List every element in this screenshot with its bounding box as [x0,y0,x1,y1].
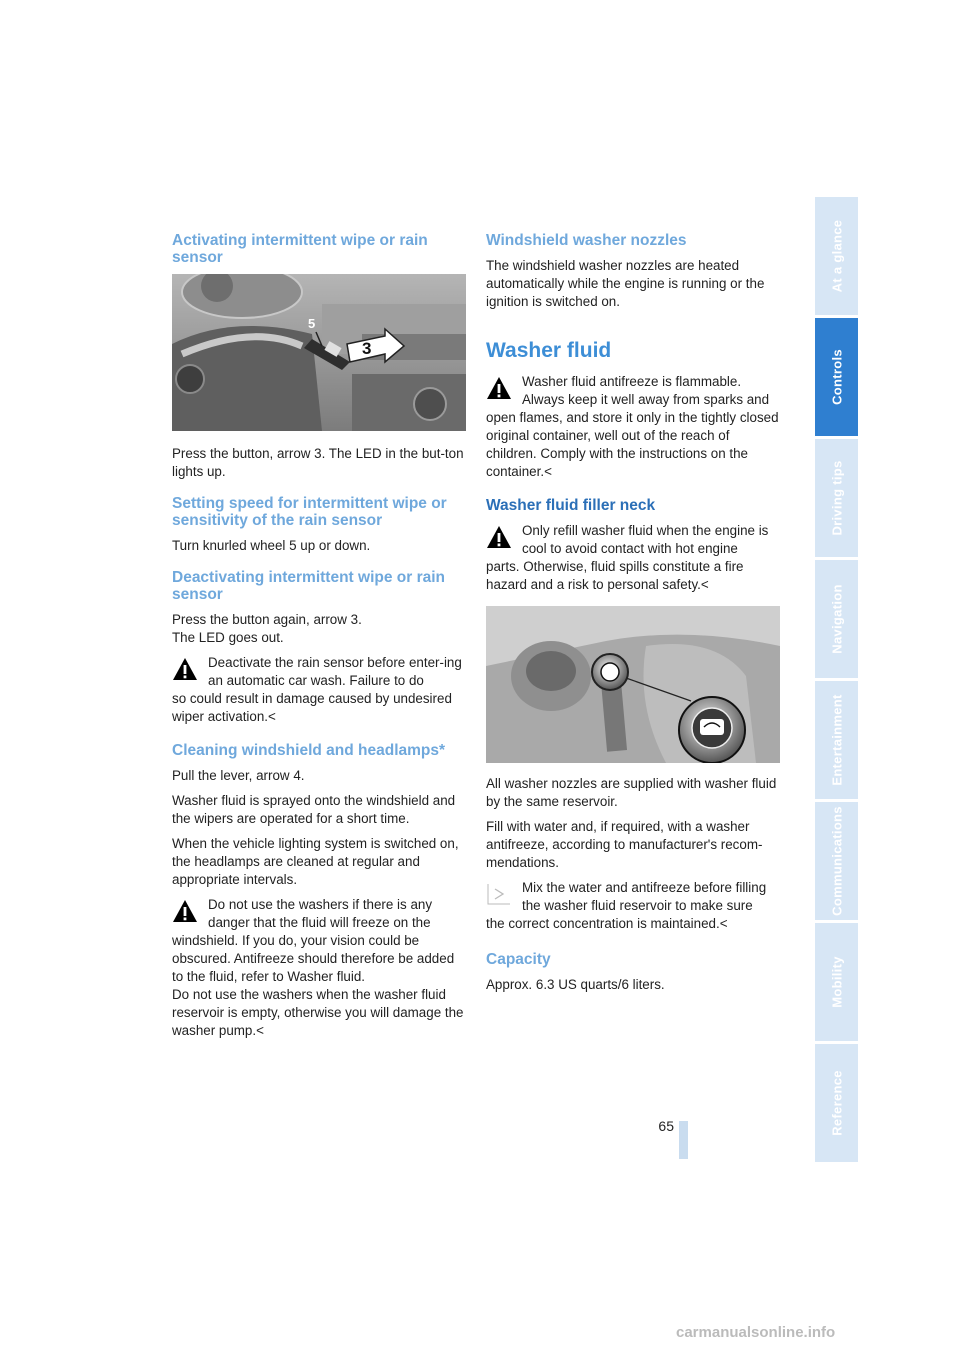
heading-intermittent: Activating intermittent wipe or rain sensor [172,232,428,266]
para-turn-wheel: Turn knurled wheel 5 up or down. [172,538,371,553]
warning-rain-text-rest: so could result in damage caused by undesired wiper activation.< [172,691,452,724]
para-capacity: Approx. 6.3 US quarts/6 liters. [486,977,665,992]
tab-label: Driving tips [829,460,844,536]
tab-label: At a glance [829,219,844,293]
warning-refill-text-first: Only refill washer fluid when the engine is cool to avoid contact with hot engine [522,523,769,556]
note-icon [486,882,512,906]
warning-icon [486,376,512,400]
para-fill-water: Fill with water and, if required, with a washer antifreeze, according to manufacturer's recom-mendations. [486,819,763,870]
tab-reference[interactable] [815,1044,858,1162]
para-pull-lever: Pull the lever, arrow 4. [172,768,305,783]
wiper-lever-image [172,274,466,431]
heading-speed: Setting speed for intermittent wipe or sensitivity of the rain sensor [172,495,447,529]
warning-icon [172,899,198,923]
tab-driving-tips[interactable] [815,439,858,557]
tab-entertainment[interactable] [815,681,858,799]
heading-capacity: Capacity [486,951,551,968]
heading-washer-fluid: Washer fluid [486,339,612,362]
heading-nozzles: Windshield washer nozzles [486,232,687,249]
page-number-bar [679,1121,688,1159]
label-3: 3 [362,339,372,358]
para-sprayed: Washer fluid is sprayed onto the windshield and the wipers are operated for a short time. [172,793,456,826]
para-lighting: When the vehicle lighting system is switched on, the headlamps are cleaned at regular and appropriate intervals. [172,836,459,887]
note-mix-text-first: Mix the water and antifreeze before filling the washer fluid reservoir to make sure [522,880,767,913]
left-column [172,232,466,1047]
chapter-tabs [815,197,858,1165]
right-column [486,232,780,1001]
warning-freeze-text-rest: windshield. If you do, your vision could be obscured. Antifreeze should therefore be added to the fluid, refer to Washer fluid. [172,933,455,984]
warning-flammable [486,373,780,481]
para-press-button: Press the button, arrow 3. The LED in the but-ton lights up. [172,446,464,479]
warning-rain-text-first: Deactivate the rain sensor before enter-ing an automatic car wash. Failure to do [208,655,462,688]
warning-flammable-text-first: Washer fluid antifreeze is flammable. Always keep it well away from sparks and [522,374,770,407]
warning-rain-sensor [172,654,466,726]
warning-freeze-text-first: Do not use the washers if there is any danger that the fluid will freeze on the [208,897,433,930]
tab-at-a-glance[interactable] [815,197,858,315]
tab-label: Reference [829,1070,844,1136]
heading-filler-neck: Washer fluid filler neck [486,497,656,514]
note-mix [486,879,780,933]
label-5: 5 [308,316,316,331]
filler-neck-image [486,606,780,763]
note-mix-text-rest: the correct concentration is maintained.< [486,916,728,931]
warning-icon [172,657,198,681]
para-led-out: The LED goes out. [172,630,284,645]
warning-refill-text-rest: parts. Otherwise, fluid spills constitute a fire hazard and a risk to personal safety.< [486,559,744,592]
tab-label: Mobility [829,956,844,1008]
para-same-reservoir: All washer nozzles are supplied with washer fluid by the same reservoir. [486,776,777,809]
tab-label: Controls [829,349,844,405]
tab-label: Entertainment [829,694,844,786]
tab-controls[interactable] [815,318,858,436]
warning-flammable-text-rest: open flames, and store it only in the tightly closed original container, well out of the reach of children. Comply with the instructions on the container.< [486,410,779,479]
para-nozzles: The windshield washer nozzles are heated automatically while the engine is running or the ignition is switched on. [486,258,765,309]
tab-communications[interactable] [815,802,858,920]
warning-icon [486,525,512,549]
tab-navigation[interactable] [815,560,858,678]
warning-freeze-text-rest2: Do not use the washers when the washer fluid reservoir is empty, otherwise you will damage the washer pump.< [172,987,464,1038]
warning-refill [486,522,780,594]
watermark: carmanualsonline.info [676,1324,836,1341]
warning-freeze [172,896,466,1040]
heading-cleaning: Cleaning windshield and headlamps* [172,742,446,759]
tab-label: Communications [829,806,844,916]
para-press-again: Press the button again, arrow 3. [172,612,362,627]
page-number: 65 [658,1118,674,1134]
filler-neck-illustration [486,606,780,763]
tab-mobility[interactable] [815,923,858,1041]
tab-label: Navigation [829,584,844,654]
heading-deactivate: Deactivating intermittent wipe or rain sensor [172,569,446,603]
wiper-lever-illustration [172,274,466,431]
